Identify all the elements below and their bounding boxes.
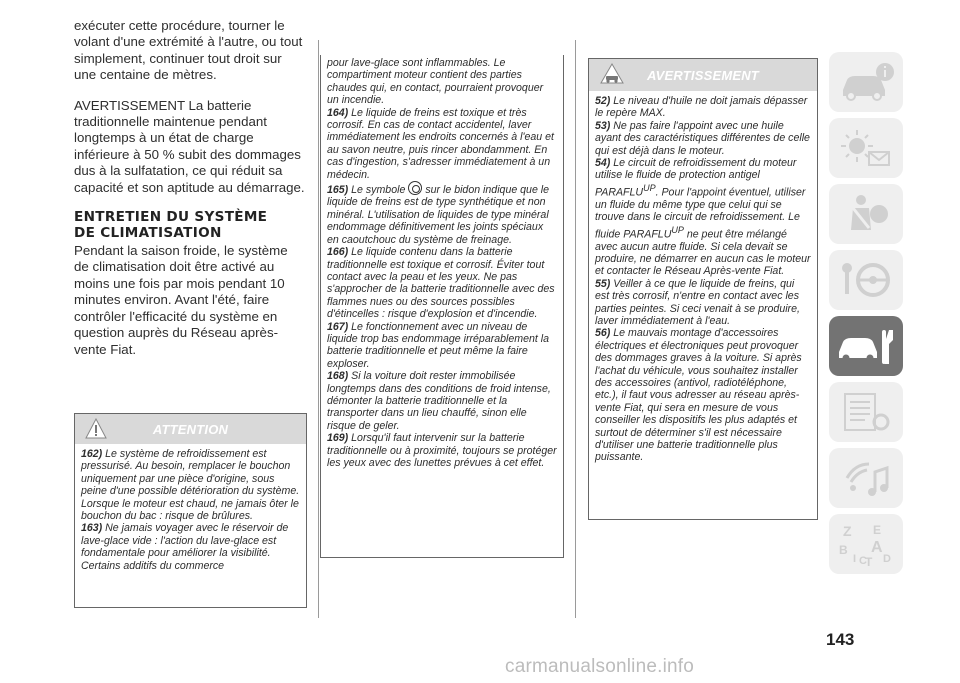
car-service-icon bbox=[835, 322, 897, 370]
brake-fluid-symbol-icon bbox=[408, 181, 422, 195]
note-55: 55) Veiller à ce que le liquide de freins, qui est très corrosif, n'entre en contact avec les parties peintes. Si ceci venait à se produire, laver immédiatement à l'eau. bbox=[595, 277, 800, 327]
note-163: 163) Ne jamais voyager avec le réservoir de lave-glace vide : l'action du lave-glace est fondamentale pour améliorer la visibilité. Certains additifs du commerce bbox=[81, 522, 289, 572]
note-167: 167) Le fonctionnement avec un niveau de liquide trop bas endommage irréparablement la batterie traditionnelle et peut même la faire exploser. bbox=[327, 320, 550, 370]
tab-start-drive[interactable] bbox=[829, 250, 903, 310]
note-166: 166) Le liquide contenu dans la batterie traditionnelle est toxique et corrosif. Éviter tout contact avec la peau et les yeux. Ne pas s'approcher de la batterie traditionnelle avec des flammes nues ou des sources possibles d'étincelles : risque d'explosion et d'incendie. bbox=[327, 246, 555, 321]
warning-lights-icon bbox=[835, 124, 897, 172]
note-54: 54) Le circuit de refroidissement du moteur utilise le fluide de protection antigel $PARAFLU^{UP}$. Pour l'appoint éventuel, utiliser un fluide du même type que celui qui se trouve dans le circuit de refroidissement. Le fluide $PARAFLU^{UP}$ ne peut être mélangé avec aucun autre fluide. Si cela devait se produire, ne démarrer en aucun cas le moteur et contacter le Réseau Après-vente Fiat. bbox=[595, 157, 811, 278]
paragraph-battery-warning: AVERTISSEMENT La batterie traditionnelle maintenue pendant longtemps à un état de charge inférieure à 50 % subit des dommages dus à la sulfatation, ce qui réduit sa capacité et son aptitude au démarrage. bbox=[74, 97, 305, 195]
note-168: 168) Si la voiture doit rester immobilisée longtemps dans des conditions de froid intense, démonter la batterie traditionnelle et la transporter dans un lieu chauffé, sinon elle risque de geler. bbox=[327, 370, 551, 432]
tab-car-info[interactable] bbox=[829, 52, 903, 112]
heading-line-2: DE CLIMATISATION bbox=[74, 224, 222, 241]
note-165: 165) Le symbole sur le bidon indique que le liquide de freins est de type synthétique et non minéral. L'utilisation de liquides de type minéral endommage définitivement les joints spéciaux en caoutchouc du système de freinage. bbox=[327, 181, 557, 246]
avertissement-header bbox=[589, 59, 817, 91]
avertissement-title: AVERTISSEMENT bbox=[647, 68, 759, 83]
tab-service-maintenance[interactable] bbox=[829, 316, 903, 376]
technical-data-icon bbox=[835, 388, 897, 436]
multimedia-icon bbox=[835, 454, 897, 502]
svg-text:E: E bbox=[873, 523, 882, 537]
main-text-column bbox=[74, 18, 306, 372]
attention-continuation-panel bbox=[320, 55, 564, 558]
note-169: 169) Lorsqu'il faut intervenir sur la batterie traditionnelle ou à proximité, toujours se protéger les yeux avec des lunettes prévues à cet effet. bbox=[327, 432, 557, 469]
watermark: carmanualsonline.info bbox=[505, 656, 695, 677]
seatbelt-airbag-icon bbox=[835, 190, 897, 238]
tab-technical-data[interactable] bbox=[829, 382, 903, 442]
svg-text:T: T bbox=[865, 555, 873, 568]
attention-title: ATTENTION bbox=[152, 422, 229, 437]
column-divider bbox=[575, 40, 576, 618]
index-icon bbox=[835, 520, 897, 568]
note-164: 164) Le liquide de freins est toxique et très corrosif. En cas de contact accidentel, laver immédiatement les endroits concernés à l'eau et au savon neutre, puis rincer abondamment. En cas d'ingestion, s'adresser immédiatement à un médecin. bbox=[327, 106, 554, 181]
chapter-sidebar bbox=[829, 52, 905, 580]
tab-multimedia[interactable] bbox=[829, 448, 903, 508]
heading-line-1: ENTRETIEN DU SYSTÈME bbox=[74, 209, 268, 226]
note-continuation: pour lave-glace sont inflammables. Le compartiment moteur contient des parties chaudes qui, en contact, pourraient provoquer un incendie. bbox=[327, 57, 544, 107]
attention-header bbox=[75, 414, 306, 444]
note-56: 56) Le mauvais montage d'accessoires électriques et électroniques peut provoquer des dommages graves à la voiture. Si après l'achat du véhicule, vous souhaitez installer des accessoires (antivol, radiotéléphone, etc.), il faut vous adresser au réseau après-vente Fiat, qui sera en mesure de vous conseiller les dispositifs les plus adaptés et surtout de déterminer s'il est nécessaire d'utiliser une batterie traditionnelle plus puissante. bbox=[595, 327, 802, 464]
attention-panel bbox=[74, 413, 307, 608]
note-162: 162) Le système de refroidissement est pressurisé. Au besoin, remplacer le bouchon uniquement par une pièce d'origine, sous peine d'une possible détérioration du système. Lorsque le moteur est chaud, ne jamais ôter le bouchon du bac : risque de brûlures. bbox=[81, 448, 300, 523]
note-52: 52) Le niveau d'huile ne doit jamais dépasser le repère MAX. bbox=[595, 95, 808, 120]
svg-text:B: B bbox=[839, 543, 848, 557]
tab-safety[interactable] bbox=[829, 184, 903, 244]
tab-warning-lights[interactable] bbox=[829, 118, 903, 178]
note-53: 53) Ne pas faire l'appoint avec une huile ayant des caractéristiques différentes de celle qui est déjà dans le moteur. bbox=[595, 119, 810, 157]
svg-text:D: D bbox=[883, 553, 891, 565]
paragraph-procedure: exécuter cette procédure, tourner le volant d'une extrémité à l'autre, ou tout simplement, continuer tout droit sur une centaine de mètres. bbox=[74, 18, 303, 83]
section-heading bbox=[74, 210, 306, 241]
page-number: 143 bbox=[826, 630, 855, 649]
svg-text:A: A bbox=[871, 539, 883, 556]
column-divider bbox=[318, 40, 319, 618]
paragraph-climatisation: Pendant la saison froide, le système de climatisation doit être activé au moins une fois par mois pendant 10 minutes environ. Avant l'été, faire contrôler l'efficacité du système en question auprès du Réseau après-vente Fiat. bbox=[74, 243, 288, 357]
tab-index[interactable] bbox=[829, 514, 903, 574]
svg-text:I: I bbox=[853, 553, 857, 565]
svg-text:Z: Z bbox=[843, 523, 852, 539]
avertissement-panel bbox=[588, 58, 818, 520]
steering-key-icon bbox=[835, 256, 897, 304]
svg-text:C: C bbox=[859, 555, 867, 567]
car-info-icon bbox=[835, 58, 897, 106]
